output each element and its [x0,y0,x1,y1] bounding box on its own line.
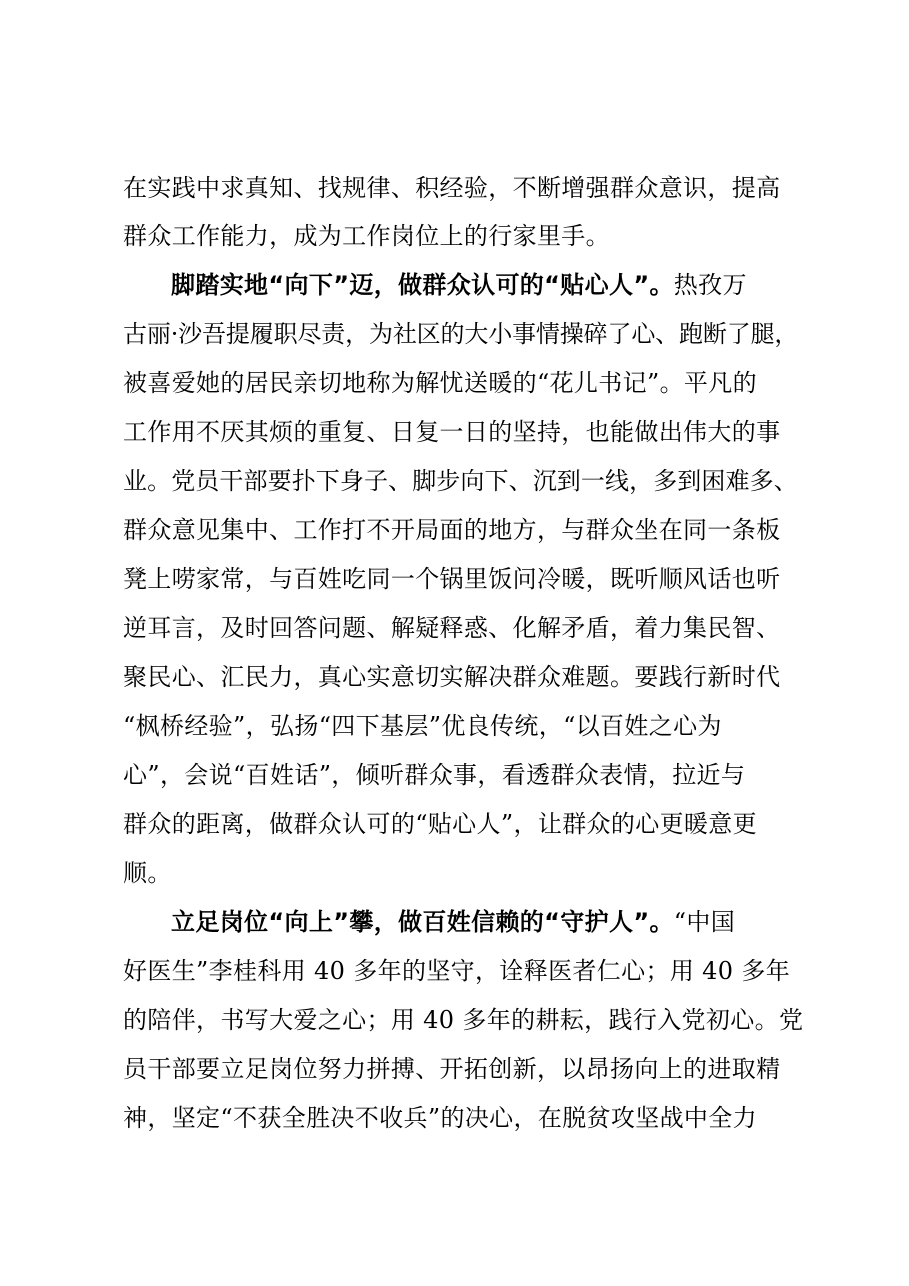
text-line: 的陪伴，书写大爱之心；用 40 多年的耕耘，践行入党初心。党 [123,1006,804,1034]
text-line: 神，坚定“不获全胜决不收兵”的决心，在脱贫攻坚战中全力 [123,1104,757,1132]
text-line: 工作用不厌其烦的重复、日复一日的坚持，也能做出伟大的事 [123,418,781,446]
text-line: 被喜爱她的居民亲切地称为解忧送暖的“花儿书记”。平凡的 [123,369,757,397]
text-line: “枫桥经验”，弘扬“四下基层”优良传统，“以百姓之心为 [123,712,722,740]
text-line: 聚民心、汇民力，真心实意切实解决群众难题。要践行新时代 [123,663,781,691]
text-line: 群众的距离，做群众认可的“贴心人”，让群众的心更暖意更 [123,810,757,838]
paragraph-first-line [171,902,803,942]
text-line: 心”，会说“百姓话”，倾听群众事，看透群众表情，拉近与 [123,761,746,789]
text-line: 凳上唠家常，与百姓吃同一个锅里饭问冷暖，既听顺风话也听 [123,565,781,593]
text-line: 好医生”李桂科用 40 多年的坚守，诠释医者仁心；用 40 多年 [123,957,791,985]
paragraph-heading: 脚踏实地“向下”迈，做群众认可的“贴心人”。 [171,271,674,299]
paragraph-text: “中国 [673,908,736,936]
text-line: 业。党员干部要扑下身子、脚步向下、沉到一线，多到困难多、 [123,467,798,495]
text-line: 在实践中求真知、找规律、积经验，不断增强群众意识，提高 [123,174,781,202]
text-line: 顺。 [123,859,172,887]
text-line: 群众工作能力，成为工作岗位上的行家里手。 [123,222,610,250]
text-line: 古丽·沙吾提履职尽责，为社区的大小事情操碎了心、跑断了腿， [123,320,799,348]
paragraph-text: 热孜万 [673,271,747,299]
text-line: 逆耳言，及时回答问题、解疑释惑、化解矛盾，着力集民智、 [123,614,781,642]
paragraph-heading: 立足岗位“向上”攀，做百姓信赖的“守护人”。 [171,908,674,936]
paragraph-first-line [171,265,803,305]
text-line: 员干部要立足岗位努力拼搏、开拓创新，以昂扬向上的进取精 [123,1055,781,1083]
text-line: 群众意见集中、工作打不开局面的地方，与群众坐在同一条板 [123,516,781,544]
